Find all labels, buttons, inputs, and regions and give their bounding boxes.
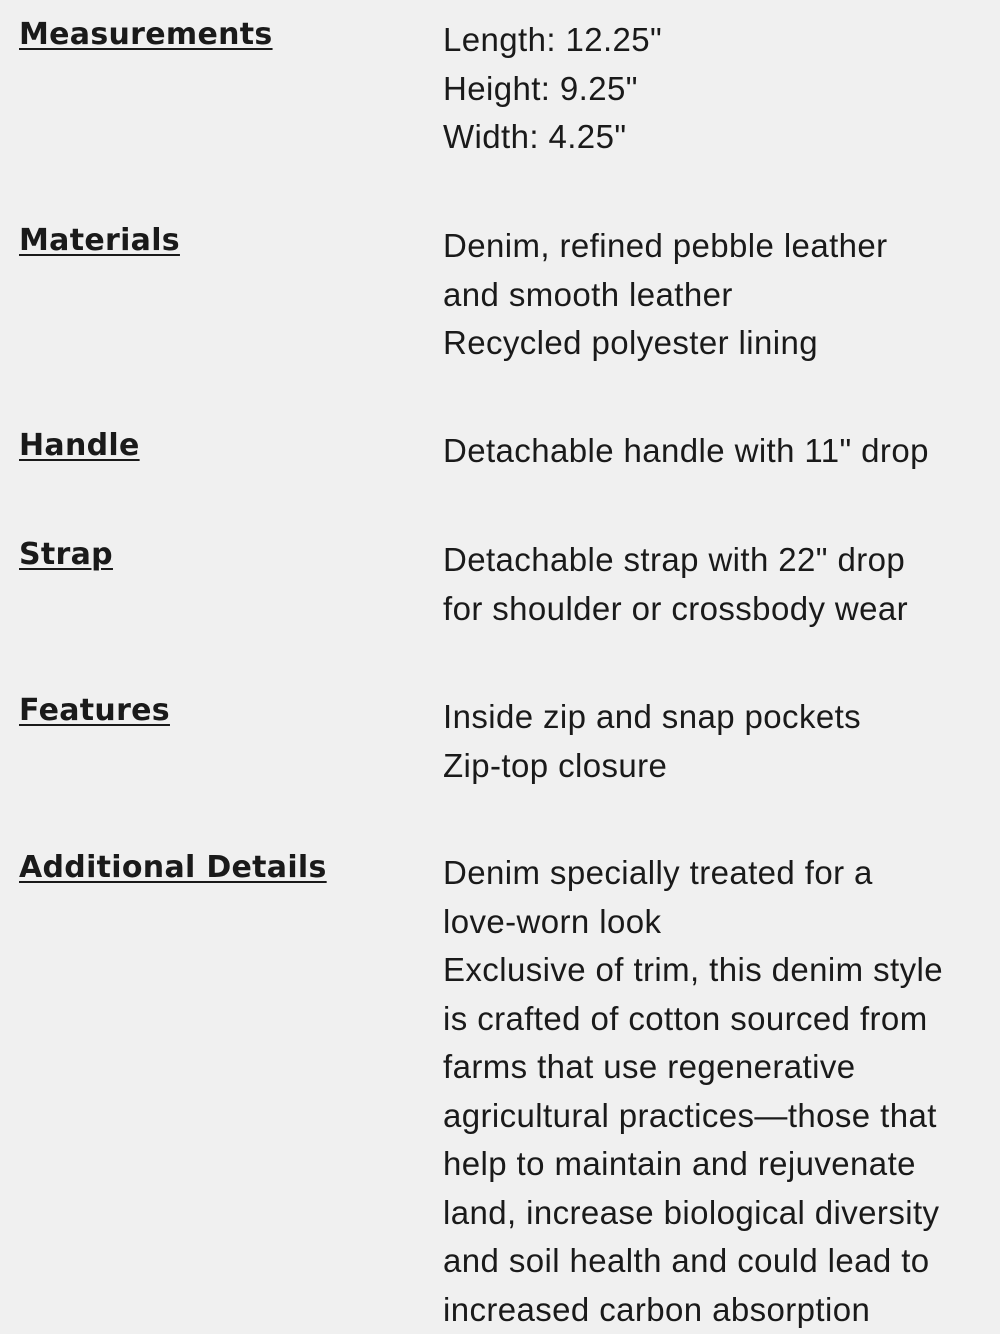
spec-value-handle: [443, 427, 988, 476]
spec-value-additional-details: [443, 849, 988, 1334]
spec-label-materials[interactable]: Materials: [19, 223, 180, 259]
spec-line: Height: 9.25": [443, 65, 988, 114]
spec-line: Recycled polyester lining: [443, 319, 988, 368]
spec-line: Detachable strap with 22" drop: [443, 536, 988, 585]
spec-line: Denim specially treated for a: [443, 849, 988, 898]
spec-line: Length: 12.25": [443, 16, 988, 65]
spec-line: and soil health and could lead to: [443, 1237, 988, 1286]
spec-line: land, increase biological diversity: [443, 1189, 988, 1238]
spec-value-measurements: [443, 16, 988, 162]
spec-label-additional-details[interactable]: Additional Details: [19, 850, 327, 886]
spec-line: increased carbon absorption: [443, 1286, 988, 1334]
spec-label-handle[interactable]: Handle: [19, 428, 140, 464]
spec-line: love-worn look: [443, 898, 988, 947]
spec-label-features[interactable]: Features: [19, 693, 170, 729]
spec-line: agricultural practices—those that: [443, 1092, 988, 1141]
spec-line: Detachable handle with 11" drop: [443, 427, 988, 476]
spec-line: for shoulder or crossbody wear: [443, 585, 988, 634]
spec-value-strap: [443, 536, 988, 633]
spec-line: farms that use regenerative: [443, 1043, 988, 1092]
spec-line: Inside zip and snap pockets: [443, 693, 988, 742]
spec-value-materials: [443, 222, 988, 368]
spec-line: Width: 4.25": [443, 113, 988, 162]
spec-value-features: [443, 693, 988, 790]
spec-line: help to maintain and rejuvenate: [443, 1140, 988, 1189]
spec-line: Exclusive of trim, this denim style: [443, 946, 988, 995]
spec-label-strap[interactable]: Strap: [19, 537, 113, 573]
spec-line: and smooth leather: [443, 271, 988, 320]
spec-line: is crafted of cotton sourced from: [443, 995, 988, 1044]
spec-line: Zip-top closure: [443, 742, 988, 791]
spec-label-measurements[interactable]: Measurements: [19, 17, 273, 53]
spec-line: Denim, refined pebble leather: [443, 222, 988, 271]
